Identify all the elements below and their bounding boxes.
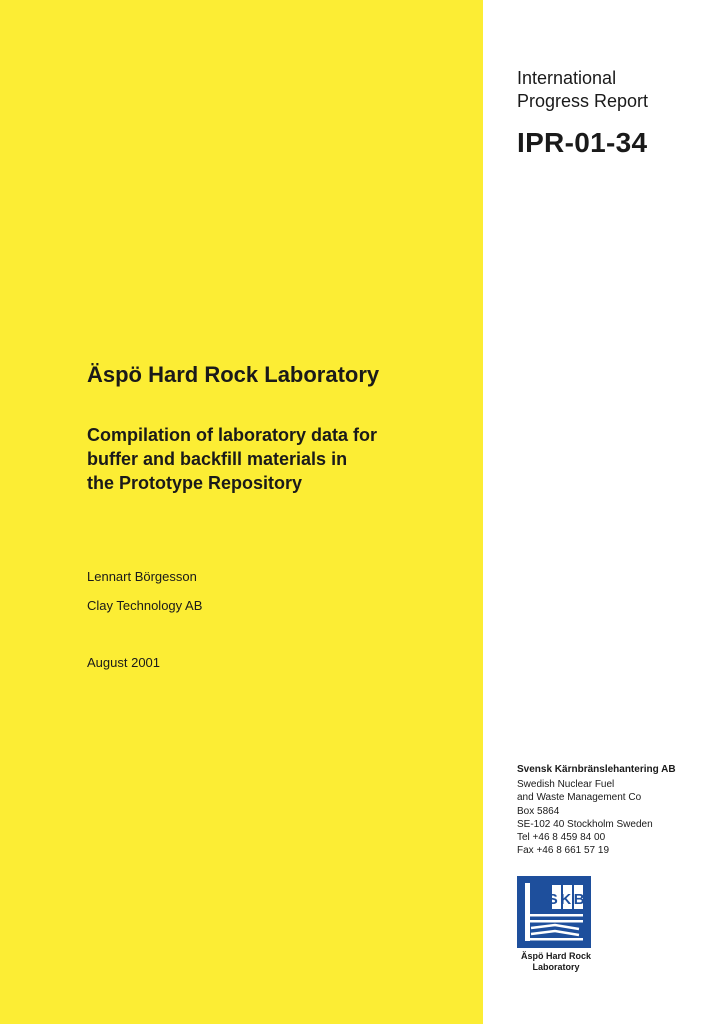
series-title <box>517 67 707 113</box>
logo-caption <box>516 951 596 973</box>
logo-caption-line-1: Äspö Hard Rock <box>520 951 591 961</box>
author-organization: Clay Technology AB <box>87 598 203 613</box>
logo-caption-line-2: Laboratory <box>532 962 580 972</box>
author-name: Lennart Börgesson <box>87 569 197 584</box>
skb-logo-icon <box>517 876 591 948</box>
subtitle-line: Compilation of laboratory data for <box>87 425 378 445</box>
series-title-line-2: Progress Report <box>517 91 649 111</box>
address-line: and Waste Management Co <box>517 792 642 804</box>
skb-logo <box>517 876 591 948</box>
lab-title: Äspö Hard Rock Laboratory <box>87 362 380 387</box>
report-subtitle <box>87 423 467 495</box>
skb-logo-letters: SKB <box>547 891 588 908</box>
subtitle-line: buffer and backfill materials in <box>87 449 348 469</box>
company-address-block <box>517 763 717 857</box>
address-line: Box 5864 <box>517 805 560 817</box>
fax-line: Fax +46 8 661 57 19 <box>517 845 610 857</box>
address-line: Swedish Nuclear Fuel <box>517 779 615 791</box>
publication-date: August 2001 <box>87 655 161 670</box>
address-line: SE-102 40 Stockholm Sweden <box>517 818 653 830</box>
report-number: IPR-01-34 <box>517 127 648 158</box>
phone-line: Tel +46 8 459 84 00 <box>517 832 606 844</box>
company-name: Svensk Kärnbränslehantering AB <box>517 764 676 775</box>
subtitle-line: the Prototype Repository <box>87 473 303 493</box>
series-title-line-1: International <box>517 68 617 88</box>
